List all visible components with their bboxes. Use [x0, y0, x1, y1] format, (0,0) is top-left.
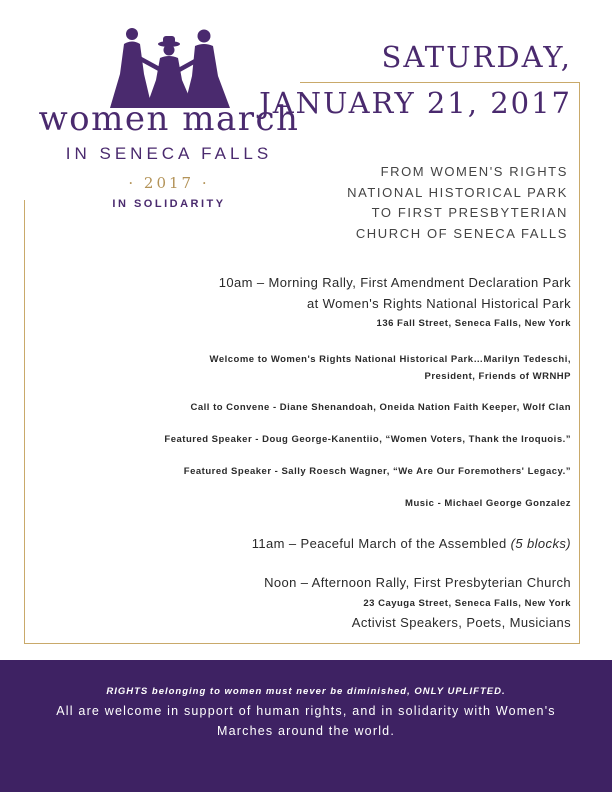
welcome-line-2: President, Friends of WRNHP — [424, 371, 571, 382]
march-note: (5 blocks) — [510, 536, 571, 551]
dot-left: · — [128, 174, 137, 192]
call-to-convene: Call to Convene - Diane Shenandoah, Oneida Nation Faith Keeper, Wolf Clan — [190, 402, 571, 413]
date-day: SATURDAY, — [381, 40, 572, 74]
banner-welcome-line-2: Marches around the world. — [217, 724, 395, 738]
march-route — [347, 162, 568, 244]
afternoon-rally-address: 23 Cayuga Street, Seneca Falls, New York — [363, 598, 571, 609]
logo-subtitle: IN SENECA FALLS — [65, 144, 273, 163]
banner-welcome-line-1: All are welcome in support of human rights, and in solidarity with Women's — [56, 704, 556, 718]
footer-banner — [0, 660, 612, 792]
featured-speaker-1: Featured Speaker - Doug George-Kanentiio, “Women Voters, Thank the Iroquois.” — [164, 434, 571, 445]
three-women-silhouette-icon — [106, 24, 236, 108]
date-full: JANUARY 21, 2017 — [259, 86, 572, 120]
banner-slogan: RIGHTS belonging to women must never be diminished, ONLY UPLIFTED. — [106, 686, 506, 697]
dot-right: · — [201, 174, 210, 192]
route-line: FROM WOMEN'S RIGHTS — [380, 164, 568, 179]
route-line: NATIONAL HISTORICAL PARK — [347, 184, 568, 200]
march-time — [252, 536, 571, 551]
event-logo — [20, 20, 300, 210]
afternoon-rally-title: Noon – Afternoon Rally, First Presbyterian Church — [264, 575, 571, 590]
route-line: CHURCH OF SENECA FALLS — [355, 225, 568, 241]
music-performer: Music - Michael George Gonzalez — [405, 498, 571, 509]
logo-year — [34, 174, 304, 192]
route-line: TO FIRST PRESBYTERIAN — [371, 205, 568, 220]
featured-speaker-2: Featured Speaker - Sally Roesch Wagner, “We Are Our Foremothers' Legacy.” — [183, 466, 571, 477]
welcome-line-1: Welcome to Women's Rights National Historical Park…Marilyn Tedeschi, — [209, 354, 571, 365]
logo-title: women march — [38, 99, 300, 139]
morning-rally-address: 136 Fall Street, Seneca Falls, New York — [376, 318, 571, 329]
logo-solidarity: IN SOLIDARITY — [112, 198, 226, 210]
morning-rally-location: at Women's Rights National Historical Park — [307, 296, 571, 311]
logo-year-value: 2017 — [143, 174, 195, 192]
morning-rally-title: 10am – Morning Rally, First Amendment Declaration Park — [218, 275, 571, 290]
march-text: 11am – Peaceful March of the Assembled — [251, 536, 507, 551]
afternoon-rally-speakers: Activist Speakers, Poets, Musicians — [351, 615, 571, 630]
